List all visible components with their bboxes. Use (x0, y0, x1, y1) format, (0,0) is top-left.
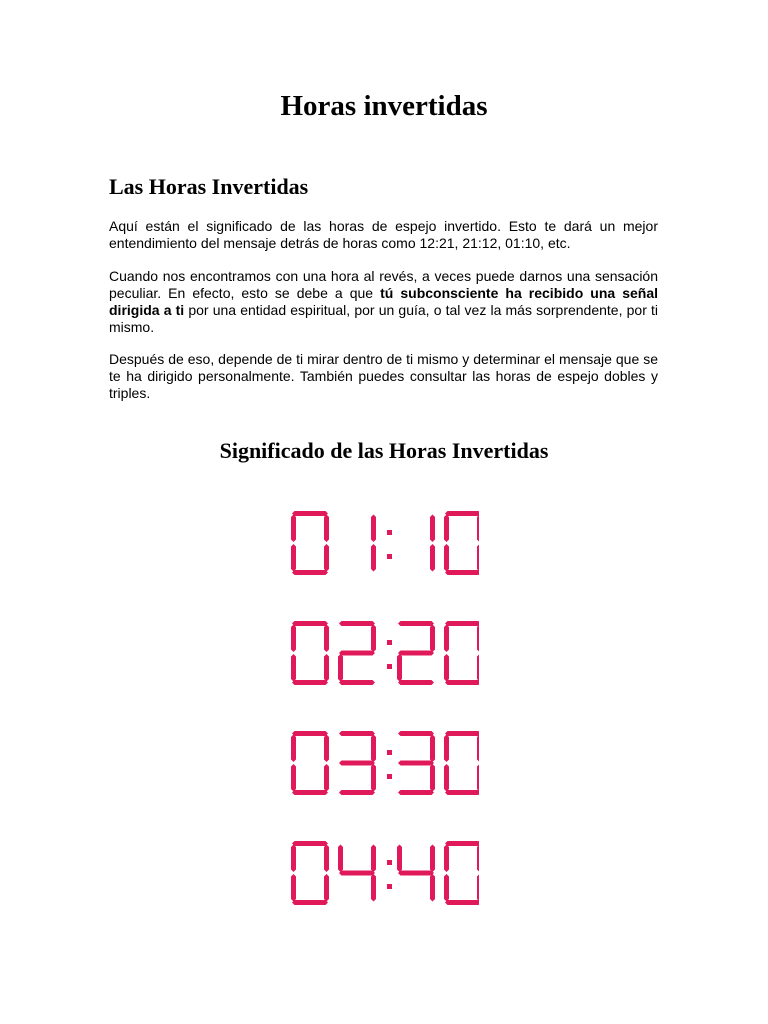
clock-display-0220 (289, 620, 479, 686)
clock-digit-4 (397, 845, 435, 902)
clock-colon (387, 860, 392, 889)
paragraph-conclusion: Después de eso, depende de ti mirar dentro de ti mismo y determinar el mensaje que se te ha dirigido personalmente. También puedes consultar las horas de espejo dobles y triples. (109, 351, 658, 401)
clock-digit-0 (444, 841, 479, 905)
clock-colon (387, 750, 392, 779)
paragraph-intro: Aquí están el significado de las horas de espejo invertido. Esto te dará un mejor entendimiento del mensaje detrás de horas como 12:21, 21:12, 01:10, etc. (109, 218, 658, 251)
clock-digit-3 (398, 731, 435, 795)
clock-digit-3 (339, 731, 376, 795)
clock-colon (387, 640, 392, 669)
clock-digit-0 (291, 621, 329, 685)
section-heading: Las Horas Invertidas (109, 174, 309, 199)
clock-digit-0 (444, 621, 479, 685)
clock-digit-0 (444, 731, 479, 795)
clock-digit-0 (291, 841, 329, 905)
paragraph-explanation-start: Cuando nos encontramos con una hora al revés, a veces puede darnos una sensación peculiar. En efecto, esto se debe a que (109, 268, 658, 301)
clock-digit-0 (444, 511, 479, 575)
subheading: Significado de las Horas Invertidas (219, 438, 549, 463)
clock-display-0440 (289, 840, 479, 906)
document-title: Horas invertidas (280, 90, 488, 122)
clock-digit-0 (291, 731, 329, 795)
clock-digit-2 (397, 621, 435, 685)
clock-display-0110 (289, 510, 479, 576)
clock-digit-1 (430, 515, 435, 572)
clock-digit-4 (338, 845, 376, 902)
paragraph-explanation-emphasis: tú subconsciente ha recibido una señal dirigida a ti (109, 285, 659, 318)
clock-colon (387, 530, 392, 559)
paragraph-explanation-end: por una entidad espiritual, por un guía, o tal vez la más sorprendente, por ti mismo. (109, 302, 658, 335)
clock-digit-0 (291, 511, 329, 575)
clock-display-0330 (289, 730, 479, 796)
paragraph-explanation (109, 268, 658, 336)
clock-digit-2 (338, 621, 376, 685)
clock-digit-1 (371, 515, 376, 572)
